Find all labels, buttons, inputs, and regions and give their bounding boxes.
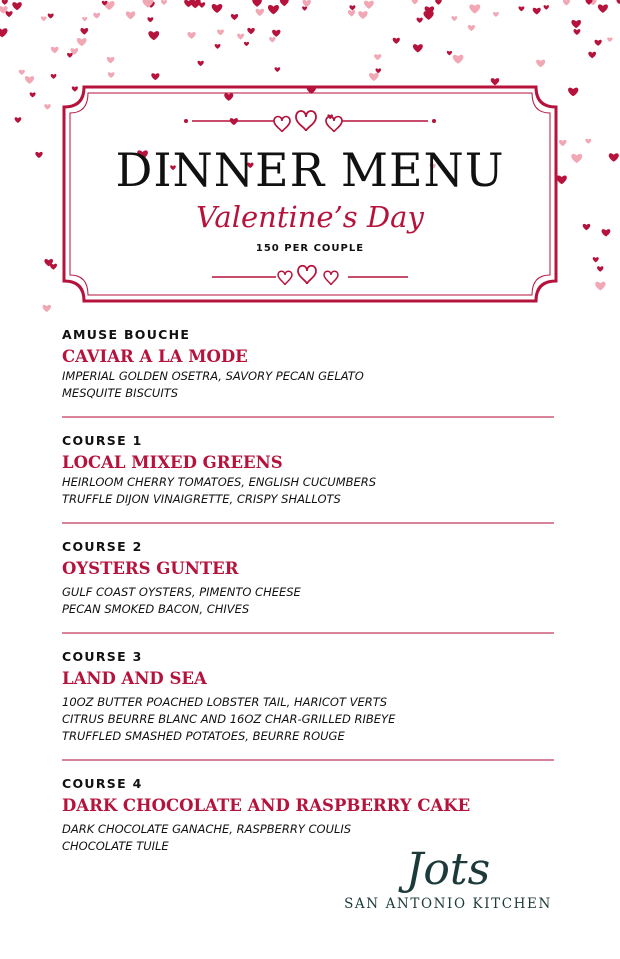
course-divider <box>62 759 554 761</box>
dish-description-line: IMPERIAL GOLDEN OSETRA, SAVORY PECAN GELATO <box>62 369 364 383</box>
confetti-heart-icon <box>417 18 423 23</box>
confetti-heart-icon <box>2 0 8 5</box>
confetti-heart-icon <box>563 0 570 5</box>
confetti-heart-icon <box>108 72 115 78</box>
dish-description-line: PECAN SMOKED BACON, CHIVES <box>62 602 250 616</box>
confetti-heart-icon <box>41 16 47 21</box>
confetti-heart-icon <box>544 5 549 10</box>
course-label: COURSE 3 <box>62 649 143 664</box>
confetti-heart-icon <box>598 4 608 12</box>
menu-price: 150 PER COUPLE <box>255 243 365 254</box>
confetti-heart-icon <box>557 176 567 185</box>
confetti-heart-icon <box>247 28 254 34</box>
confetti-heart-icon <box>43 305 51 312</box>
confetti-heart-icon <box>44 104 50 109</box>
confetti-heart-icon <box>358 11 367 19</box>
confetti-heart-icon <box>609 153 619 162</box>
dish-name: OYSTERS GUNTER <box>62 559 239 578</box>
menu-subtitle: Valentine’s Day <box>196 200 424 234</box>
confetti-heart-icon <box>602 229 611 236</box>
confetti-heart-icon <box>393 38 400 44</box>
confetti-heart-icon <box>215 44 221 49</box>
course-amuse-bouche <box>62 326 554 402</box>
confetti-heart-icon <box>447 51 452 55</box>
course-divider <box>62 632 554 634</box>
course-divider <box>62 416 554 418</box>
confetti-heart-icon <box>302 6 307 10</box>
confetti-heart-icon <box>588 52 596 59</box>
dish-description-line: GULF COAST OYSTERS, PIMENTO CHEESE <box>62 585 301 599</box>
confetti-heart-icon <box>199 2 206 8</box>
confetti-heart-icon <box>80 28 88 35</box>
confetti-heart-icon <box>348 10 355 16</box>
confetti-heart-icon <box>15 117 22 123</box>
confetti-heart-icon <box>595 282 605 291</box>
confetti-heart-icon <box>30 92 36 97</box>
course-label: COURSE 4 <box>62 776 143 791</box>
confetti-heart-icon <box>493 12 499 17</box>
confetti-heart-icon <box>25 76 34 84</box>
confetti-heart-icon <box>518 6 524 11</box>
confetti-heart-icon <box>468 25 475 31</box>
confetti-heart-icon <box>272 30 280 37</box>
confetti-heart-icon <box>161 0 167 5</box>
restaurant-brand <box>330 844 566 912</box>
menu-title: DINNER MENU <box>115 143 505 197</box>
confetti-heart-icon <box>536 60 545 68</box>
dish-description-line: TRUFFLE DIJON VINAIGRETTE, CRISPY SHALLOTS <box>62 492 341 506</box>
confetti-heart-icon <box>256 9 265 16</box>
confetti-heart-icon <box>50 264 57 270</box>
confetti-heart-icon <box>19 70 25 75</box>
course-4 <box>62 775 554 855</box>
confetti-heart-icon <box>48 13 54 18</box>
confetti-heart-icon <box>469 4 480 13</box>
confetti-heart-icon <box>453 55 464 64</box>
course-2 <box>62 538 554 618</box>
dish-description-line: 10OZ BUTTER POACHED LOBSTER TAIL, HARICOT VERTS <box>62 695 388 709</box>
confetti-heart-icon <box>571 20 581 28</box>
dish-name: DARK CHOCOLATE AND RASPBERRY CAKE <box>62 796 471 815</box>
confetti-heart-icon <box>107 57 115 63</box>
brand-logo: Jots <box>405 844 491 895</box>
dish-description-line: TRUFFLED SMASHED POTATOES, BEURRE ROUGE <box>62 729 345 743</box>
confetti-heart-icon <box>451 16 457 21</box>
course-list <box>62 326 554 855</box>
confetti-heart-icon <box>82 17 87 21</box>
confetti-heart-icon <box>212 4 223 13</box>
confetti-heart-icon <box>148 31 159 40</box>
confetti-heart-icon <box>77 38 87 46</box>
confetti-heart-icon <box>231 14 238 20</box>
dish-description-line: HEIRLOOM CHERRY TOMATOES, ENGLISH CUCUMBERS <box>62 475 377 489</box>
confetti-heart-icon <box>217 29 224 35</box>
dish-description-line: CITRUS BEURRE BLANC AND 16OZ CHAR-GRILLED RIBEYE <box>62 712 396 726</box>
confetti-heart-icon <box>413 44 423 52</box>
confetti-heart-icon <box>568 88 578 97</box>
menu-header <box>62 85 558 303</box>
confetti-heart-icon <box>597 266 603 271</box>
course-divider <box>62 522 554 524</box>
confetti-heart-icon <box>252 0 262 7</box>
confetti-heart-icon <box>374 54 381 60</box>
confetti-heart-icon <box>435 0 442 5</box>
confetti-heart-icon <box>571 154 582 163</box>
brand-name: SAN ANTONIO KITCHEN <box>344 896 552 912</box>
dish-description-line: CHOCOLATE TUILE <box>62 839 169 853</box>
confetti-heart-icon <box>586 0 593 5</box>
confetti-heart-icon <box>369 73 379 81</box>
confetti-heart-icon <box>412 0 418 4</box>
dish-name: CAVIAR A LA MODE <box>62 347 248 366</box>
dish-description-line: MESQUITE BISCUITS <box>62 386 179 400</box>
confetti-heart-icon <box>93 13 100 19</box>
dish-description-line: DARK CHOCOLATE GANACHE, RASPBERRY COULIS <box>62 822 352 836</box>
confetti-heart-icon <box>126 11 135 19</box>
confetti-heart-icon <box>237 34 244 40</box>
confetti-heart-icon <box>197 61 203 66</box>
confetti-heart-icon <box>364 1 374 9</box>
confetti-heart-icon <box>147 17 153 22</box>
course-label: COURSE 2 <box>62 539 143 554</box>
confetti-heart-icon <box>244 42 249 46</box>
confetti-heart-icon <box>280 0 289 6</box>
dish-name: LOCAL MIXED GREENS <box>62 453 283 472</box>
confetti-heart-icon <box>51 47 59 53</box>
confetti-heart-icon <box>303 0 311 7</box>
confetti-heart-icon <box>617 0 620 4</box>
course-label: AMUSE BOUCHE <box>62 327 191 342</box>
confetti-heart-icon <box>269 37 276 43</box>
confetti-heart-icon <box>275 67 281 72</box>
confetti-heart-icon <box>376 68 382 73</box>
confetti-heart-icon <box>12 2 22 10</box>
confetti-heart-icon <box>67 53 73 58</box>
confetti-heart-icon <box>559 140 566 146</box>
course-label: COURSE 1 <box>62 433 143 448</box>
confetti-heart-icon <box>573 29 580 35</box>
confetti-heart-icon <box>35 152 42 158</box>
confetti-heart-icon <box>593 257 599 262</box>
confetti-heart-icon <box>595 40 602 46</box>
confetti-heart-icon <box>187 32 195 39</box>
course-1 <box>62 432 554 508</box>
confetti-heart-icon <box>533 8 541 15</box>
confetti-heart-icon <box>0 28 8 37</box>
confetti-heart-icon <box>51 74 57 79</box>
confetti-heart-icon <box>6 11 13 17</box>
confetti-heart-icon <box>585 139 591 144</box>
confetti-heart-icon <box>268 5 279 14</box>
dish-name: LAND AND SEA <box>62 669 207 688</box>
confetti-heart-icon <box>151 73 159 80</box>
confetti-heart-icon <box>583 224 591 230</box>
confetti-heart-icon <box>607 37 612 42</box>
confetti-heart-icon <box>349 5 355 10</box>
course-3 <box>62 648 554 745</box>
